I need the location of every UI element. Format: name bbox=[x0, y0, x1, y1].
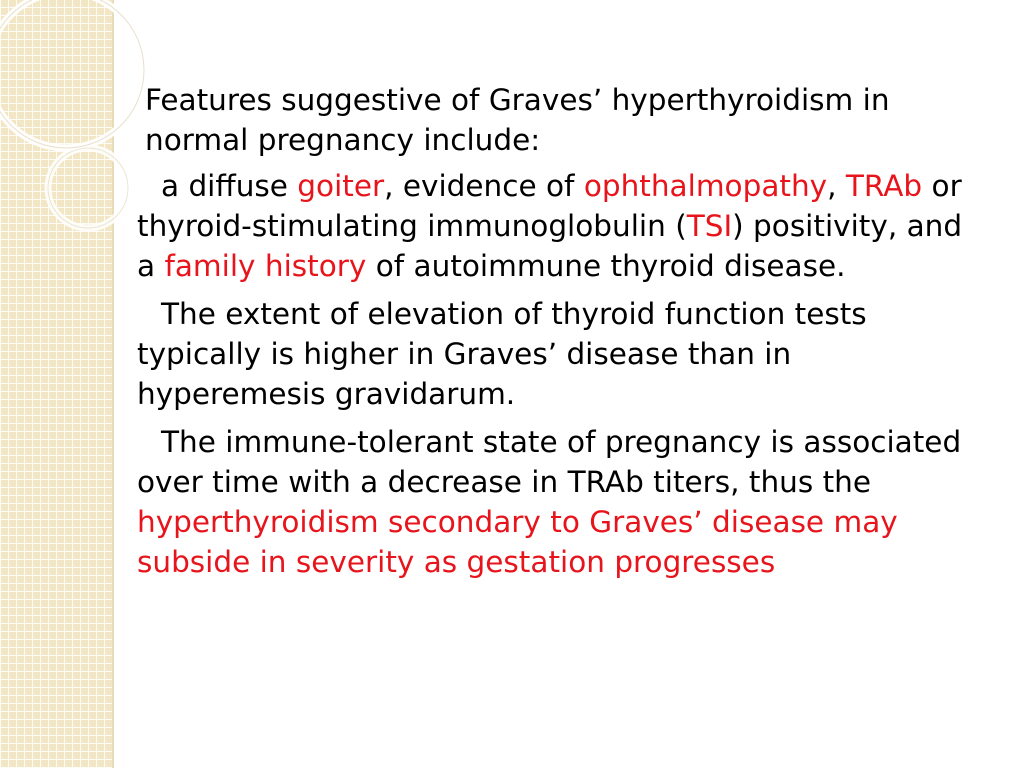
text-run: or thyroid-stimulating immunoglobulin ( bbox=[137, 169, 962, 243]
text-run: , bbox=[827, 169, 846, 203]
text-run: The extent of elevation of thyroid function tests typically is higher in Graves’ disease than in hyperemesis gravidarum. bbox=[137, 297, 867, 411]
text-run: Features suggestive of Graves’ hyperthyroidism in normal pregnancy include: bbox=[145, 83, 890, 157]
text-run: , evidence of bbox=[384, 169, 584, 203]
paragraph-immune bbox=[137, 422, 982, 582]
highlighted-term: TSI bbox=[686, 209, 733, 243]
text-run: a diffuse bbox=[161, 169, 298, 203]
highlighted-term: hyperthyroidism secondary to Graves’ disease may subside in severity as gestation progresses bbox=[137, 505, 898, 579]
slide-body bbox=[137, 80, 982, 590]
highlighted-term: goiter bbox=[297, 169, 385, 203]
text-run: ) positivity, and a bbox=[137, 209, 963, 283]
paragraph-extent bbox=[137, 294, 982, 414]
text-run: of autoimmune thyroid disease. bbox=[366, 249, 846, 283]
text-run: The immune-tolerant state of pregnancy is associated over time with a decrease in TRAb titers, thus the bbox=[137, 425, 962, 499]
decorative-circle-large bbox=[0, 0, 144, 148]
paragraph-intro bbox=[137, 80, 982, 160]
paragraph-features bbox=[137, 166, 982, 286]
highlighted-term: family history bbox=[164, 249, 367, 283]
highlighted-term: TRAb bbox=[845, 169, 923, 203]
highlighted-term: ophthalmopathy bbox=[583, 169, 828, 203]
